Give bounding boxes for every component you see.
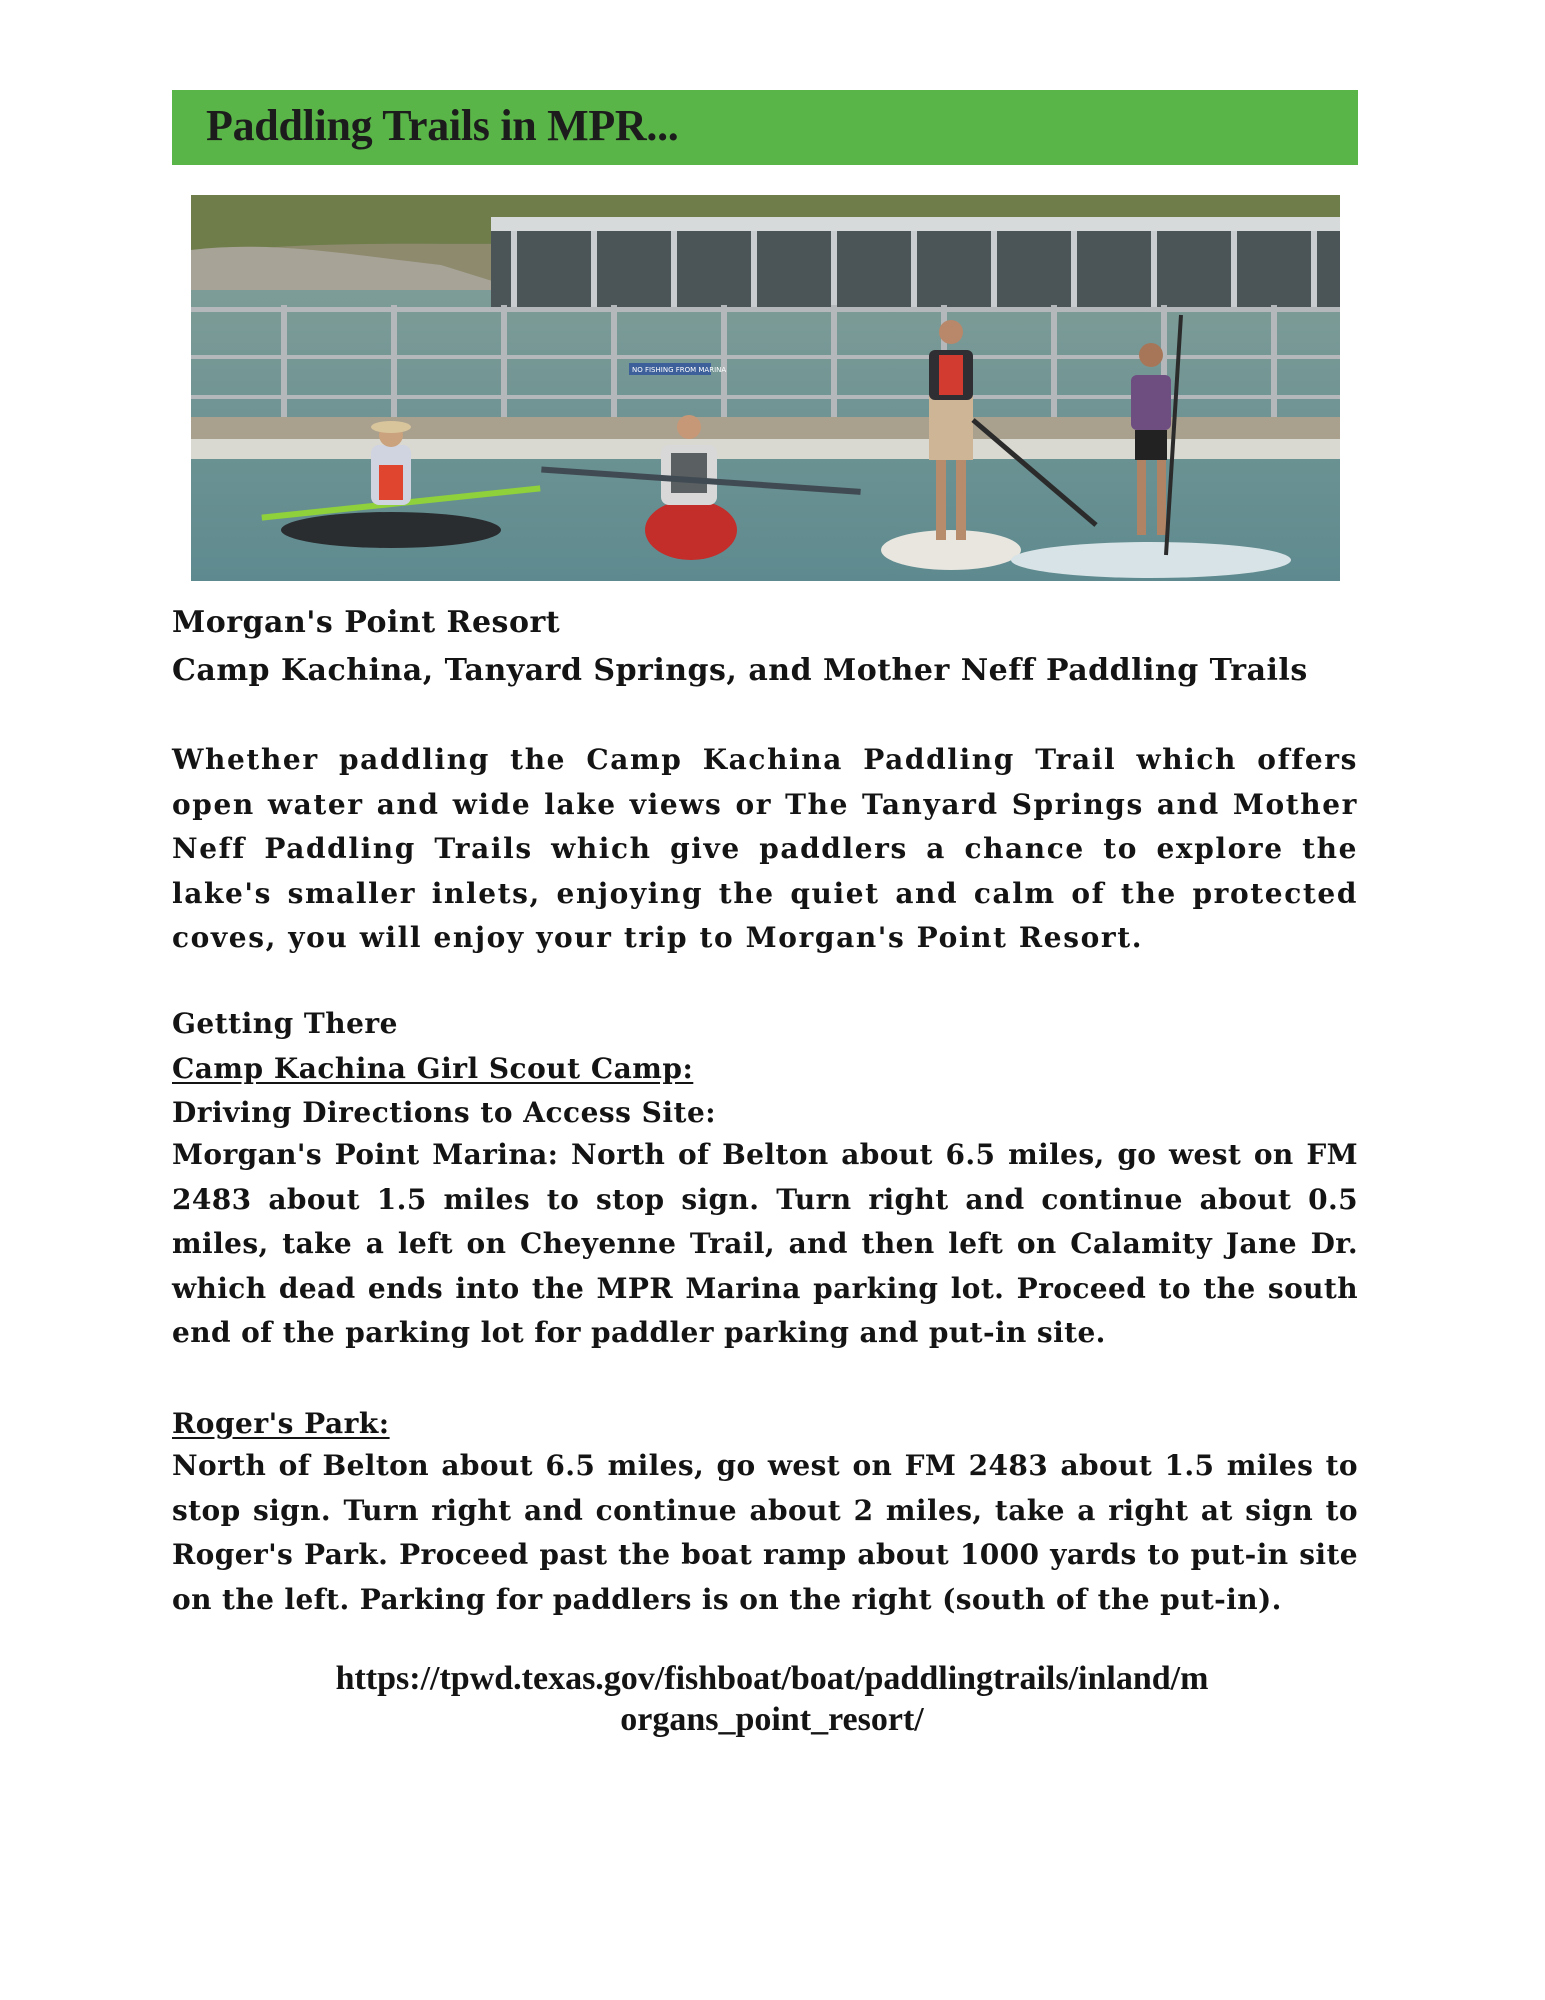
tpwd-link-line-2[interactable]: organs_point_resort/ <box>620 1701 924 1738</box>
getting-there-heading: Getting There <box>172 1007 398 1040</box>
camp-kachina-directions: Morgan's Point Marina: North of Belton about 6.5 miles, go west on FM 2483 about 1.5 miles to stop sign. Turn right and continue about 0.5 miles, take a left on Cheyenne Trail, and then left on Calamity Jane Dr. which dead ends into the MPR Marina parking lot. Proceed to the south end of the parking lot for paddler parking and put-in site. <box>172 1138 1358 1349</box>
trails-subtitle: Camp Kachina, Tanyard Springs, and Mother Neff Paddling Trails <box>172 653 1308 688</box>
intro-paragraph: Whether paddling the Camp Kachina Paddling Trail which offers open water and wide lake views or The Tanyard Springs and Mother Neff Paddling Trails which give paddlers a chance to explore the lake's smaller inlets, enjoying the quiet and calm of the protected coves, you will enjoy your trip to Morgan's Point Resort. <box>172 743 1358 954</box>
title-banner <box>172 90 1358 165</box>
page-title: Paddling Trails in MPR... <box>206 101 679 150</box>
rogers-park-directions: North of Belton about 6.5 miles, go west on FM 2483 about 1.5 miles to stop sign. Turn right and continue about 2 miles, take a right at sign to Roger's Park. Proceed past the boat ramp about 1000 yards to put-in site on the left. Parking for paddlers is on the right (south of the put-in). <box>172 1449 1358 1616</box>
tpwd-link[interactable] <box>172 1658 1372 1740</box>
svg-text:NO FISHING FROM MARINA: NO FISHING FROM MARINA <box>632 366 727 374</box>
tpwd-link-line-1[interactable]: https://tpwd.texas.gov/fishboat/boat/paddlingtrails/inland/m <box>335 1660 1209 1697</box>
driving-directions-label: Driving Directions to Access Site: <box>172 1096 717 1129</box>
marina-paddlers-photo <box>191 195 1340 581</box>
rogers-park-heading: Roger's Park: <box>172 1407 390 1440</box>
camp-kachina-heading: Camp Kachina Girl Scout Camp: <box>172 1052 694 1085</box>
resort-name: Morgan's Point Resort <box>172 605 561 640</box>
